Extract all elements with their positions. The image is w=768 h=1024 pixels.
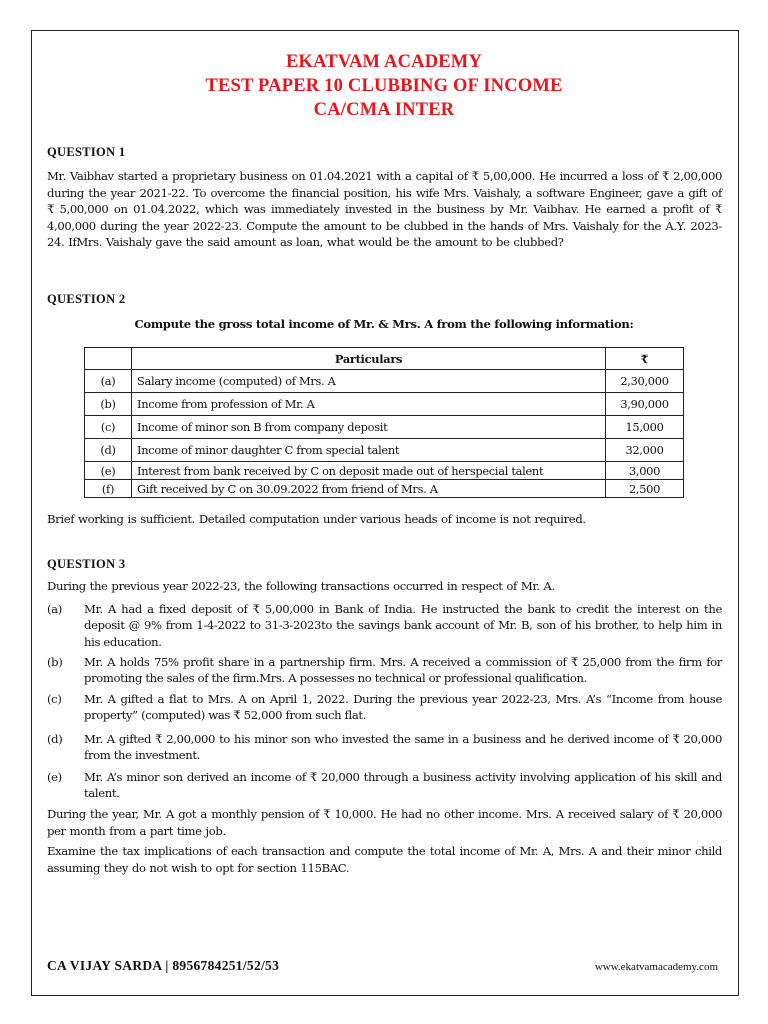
table-row (85, 439, 684, 462)
table-header-particulars: Particulars (132, 348, 606, 370)
table-header-amount: ₹ (606, 348, 684, 370)
question-2-note: Brief working is sufficient. Detailed computation under various heads of income is not required. (47, 512, 586, 526)
row-amount: 32,000 (606, 439, 684, 462)
list-item (47, 601, 722, 650)
row-amount: 2,30,000 (606, 370, 684, 393)
item-label: (a) (47, 602, 62, 616)
item-label: (b) (47, 655, 63, 669)
row-amount: 15,000 (606, 416, 684, 439)
question-2-intro: Compute the gross total income of Mr. & Mrs. A from the following information: (134, 317, 634, 331)
row-label: (c) (85, 416, 132, 439)
paper-title: TEST PAPER 10 CLUBBING OF INCOME (205, 76, 563, 96)
row-amount: 2,500 (606, 480, 684, 498)
item-text: Mr. A had a fixed deposit of ₹ 5,00,000 in Bank of India. He instructed the bank to credit the interest on the deposit @ 9% from 1-4-2022 to 31-3-2023to the savings bank account of Mr. B, son of his brother, to help him in his education. (84, 602, 722, 649)
table-row (85, 393, 684, 416)
list-item (47, 769, 722, 802)
footer-website: www.ekatvamacademy.com (594, 961, 718, 973)
row-particular: Income of minor daughter C from special talent (132, 439, 606, 462)
question-3-para-2: Examine the tax implications of each transaction and compute the total income of Mr. A, Mrs. A and their minor child assuming they do not wish to opt for section 115BAC. (47, 844, 722, 875)
table-row (85, 416, 684, 439)
table-row (85, 370, 684, 393)
table-row (85, 480, 684, 498)
row-particular: Interest from bank received by C on deposit made out of herspecial talent (132, 462, 606, 480)
item-label: (c) (47, 692, 62, 706)
question-1-heading: QUESTION 1 (47, 145, 126, 159)
item-label: (e) (47, 770, 62, 784)
list-item (47, 731, 722, 764)
income-table (84, 347, 684, 498)
question-3-heading: QUESTION 3 (47, 557, 126, 571)
table-header-row (85, 348, 684, 370)
academy-title: EKATVAM ACADEMY (285, 52, 483, 72)
list-item (47, 691, 722, 724)
row-particular: Gift received by C on 30.09.2022 from friend of Mrs. A (132, 480, 606, 498)
item-label: (d) (47, 732, 63, 746)
item-text: Mr. A gifted ₹ 2,00,000 to his minor son who invested the same in a business and he derived income of ₹ 20,000 from the investment. (84, 732, 722, 763)
row-particular: Income from profession of Mr. A (132, 393, 606, 416)
row-label: (f) (85, 480, 132, 498)
question-2-heading: QUESTION 2 (47, 292, 126, 306)
row-amount: 3,90,000 (606, 393, 684, 416)
row-label: (a) (85, 370, 132, 393)
item-text: Mr. A holds 75% profit share in a partnership firm. Mrs. A received a commission of ₹ 25,000 from the firm for promoting the sales of the firm.Mrs. A possesses no technical or professional qualification. (84, 655, 722, 686)
item-text: Mr. A’s minor son derived an income of ₹ 20,000 through a business activity involving application of his skill and talent. (84, 770, 722, 801)
item-text: Mr. A gifted a flat to Mrs. A on April 1, 2022. During the previous year 2022-23, Mrs. A’s “Income from house property” (computed) was ₹ 52,000 from such flat. (84, 692, 722, 723)
row-label: (e) (85, 462, 132, 480)
row-particular: Income of minor son B from company deposit (132, 416, 606, 439)
course-title: CA/CMA INTER (313, 100, 455, 120)
row-label: (b) (85, 393, 132, 416)
list-item (47, 654, 722, 687)
row-amount: 3,000 (606, 462, 684, 480)
row-particular: Salary income (computed) of Mrs. A (132, 370, 606, 393)
footer-author: CA VIJAY SARDA | 8956784251/52/53 (47, 958, 280, 973)
table-header-label (85, 348, 132, 370)
question-3-para-1: During the year, Mr. A got a monthly pension of ₹ 10,000. He had no other income. Mrs. A received salary of ₹ 20,000 per month from a part time job. (47, 807, 722, 838)
question-1-text: Mr. Vaibhav started a proprietary business on 01.04.2021 with a capital of ₹ 5,00,000. He incurred a loss of ₹ 2,00,000 during the year 2021-22. To overcome the financial position, his wife Mrs. Vaishaly, a software Engineer, gave a gift of ₹ 5,00,000 on 01.04.2022, which was immediately invested in the business by Mr. Vaibhav. He earned a profit of ₹ 4,00,000 during the year 2022-23. Compute the amount to be clubbed in the hands of Mrs. Vaishaly for the A.Y. 2023-24. IfMrs. Vaishaly gave the said amount as loan, what would be the amount to be clubbed? (47, 169, 722, 249)
table-row (85, 462, 684, 480)
question-3-intro: During the previous year 2022-23, the following transactions occurred in respect of Mr. A. (47, 579, 555, 593)
row-label: (d) (85, 439, 132, 462)
